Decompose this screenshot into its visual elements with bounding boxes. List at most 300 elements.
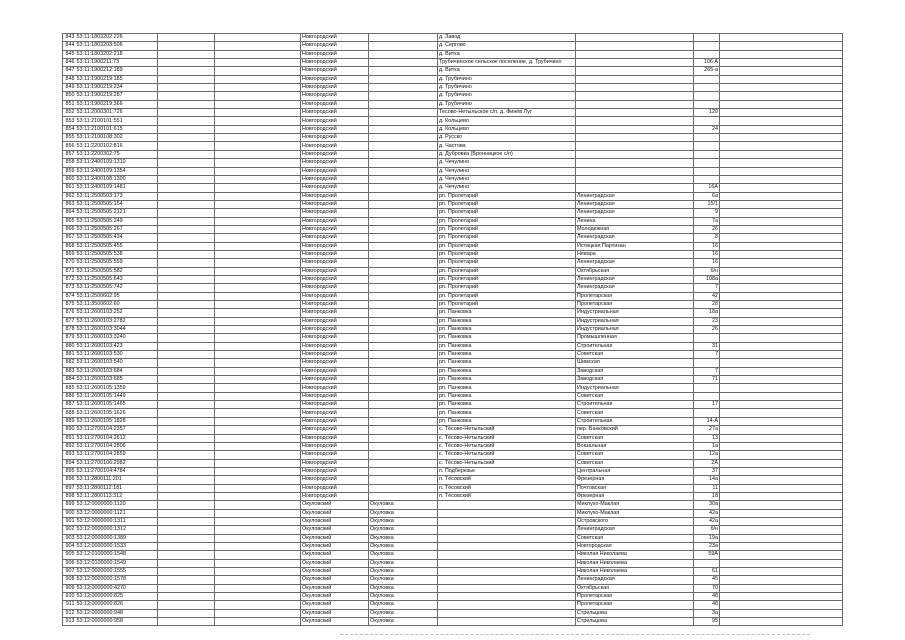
col-empty-2-cell	[215, 100, 301, 108]
district-cell: Новгородский	[301, 225, 369, 233]
settlement-cell: Окуловка	[369, 609, 438, 617]
row-number-cell: 890	[63, 426, 76, 434]
col-empty-2-cell	[215, 417, 301, 425]
cadastral-number-cell: 53:11:2100101:615	[76, 125, 158, 133]
settlement-cell	[369, 359, 438, 367]
district-cell: Новгородский	[301, 234, 369, 242]
cadastral-number-cell: 53:11:2700104:2806	[76, 442, 158, 450]
house-cell	[694, 34, 720, 42]
settlement-cell	[369, 75, 438, 83]
col-empty-1-cell	[158, 42, 215, 50]
district-cell: Новгородский	[301, 492, 369, 500]
street-cell: Заводская	[576, 367, 694, 375]
settlement-cell	[369, 284, 438, 292]
street-cell	[576, 134, 694, 142]
col-empty-1-cell	[158, 109, 215, 117]
col-empty-3-cell	[720, 42, 843, 50]
col-empty-3-cell	[720, 284, 843, 292]
settlement-cell	[369, 142, 438, 150]
district-cell: Окуловский	[301, 534, 369, 542]
col-empty-3-cell	[720, 451, 843, 459]
row-number-cell: 905	[63, 551, 76, 559]
table-row	[63, 367, 843, 375]
house-cell: 7а	[694, 217, 720, 225]
settlement-cell: Окуловка	[369, 551, 438, 559]
col-empty-3-cell	[720, 259, 843, 267]
district-cell: Окуловский	[301, 509, 369, 517]
settlement-cell	[369, 67, 438, 75]
table-row	[63, 159, 843, 167]
col-empty-3-cell	[720, 75, 843, 83]
street-cell: Индустриальная	[576, 384, 694, 392]
table-row	[63, 401, 843, 409]
col-empty-3-cell	[720, 267, 843, 275]
col-empty-2-cell	[215, 359, 301, 367]
col-empty-3-cell	[720, 467, 843, 475]
street-cell: Стрельцова	[576, 618, 694, 626]
col-empty-2-cell	[215, 459, 301, 467]
col-empty-1-cell	[158, 84, 215, 92]
settlement-cell: Окуловка	[369, 542, 438, 550]
table-row	[63, 576, 843, 584]
house-cell	[694, 409, 720, 417]
locality-cell: д. Витка	[438, 50, 576, 58]
settlement-cell: Окуловка	[369, 576, 438, 584]
row-number-cell: 893	[63, 451, 76, 459]
house-cell: 14-А	[694, 417, 720, 425]
table-row	[63, 50, 843, 58]
col-empty-1-cell	[158, 184, 215, 192]
locality-cell: рп. Пролетарий	[438, 275, 576, 283]
cadastral-number-cell: 53:11:2600103:2782	[76, 317, 158, 325]
col-empty-1-cell	[158, 551, 215, 559]
locality-cell	[438, 609, 576, 617]
cadastral-number-cell: 53:11:2500505:455	[76, 242, 158, 250]
table-row	[63, 601, 843, 609]
district-cell: Новгородский	[301, 284, 369, 292]
street-cell: Истицкая Партизан	[576, 242, 694, 250]
col-empty-1-cell	[158, 376, 215, 384]
locality-cell	[438, 551, 576, 559]
row-number-cell: 895	[63, 467, 76, 475]
locality-cell: рп. Пролетарий	[438, 259, 576, 267]
street-cell	[576, 50, 694, 58]
settlement-cell	[369, 409, 438, 417]
col-empty-2-cell	[215, 376, 301, 384]
locality-cell: рп. Пролетарий	[438, 225, 576, 233]
col-empty-3-cell	[720, 509, 843, 517]
col-empty-1-cell	[158, 467, 215, 475]
settlement-cell	[369, 451, 438, 459]
col-empty-1-cell	[158, 509, 215, 517]
locality-cell	[438, 501, 576, 509]
cadastral-number-cell: 53:11:1900219:366	[76, 100, 158, 108]
district-cell: Новгородский	[301, 42, 369, 50]
locality-cell: Трубичинское сельское поселение, д. Трубичино	[438, 59, 576, 67]
district-cell: Новгородский	[301, 259, 369, 267]
col-empty-1-cell	[158, 442, 215, 450]
district-cell: Новгородский	[301, 67, 369, 75]
settlement-cell	[369, 167, 438, 175]
cadastral-number-cell: 53:11:2600103:3044	[76, 326, 158, 334]
col-empty-3-cell	[720, 200, 843, 208]
house-cell: 265-а	[694, 67, 720, 75]
locality-cell: с. Тёсово-Нетыльский	[438, 434, 576, 442]
col-empty-2-cell	[215, 292, 301, 300]
col-empty-3-cell	[720, 401, 843, 409]
locality-cell	[438, 526, 576, 534]
cadastral-number-cell: 53:11:2600105:1449	[76, 392, 158, 400]
house-cell: 16А	[694, 184, 720, 192]
col-empty-2-cell	[215, 618, 301, 626]
row-number-cell: 876	[63, 309, 76, 317]
row-number-cell: 872	[63, 275, 76, 283]
col-empty-2-cell	[215, 568, 301, 576]
street-cell	[576, 100, 694, 108]
house-cell	[694, 100, 720, 108]
cadastral-number-cell: 53:11:2700104:2612	[76, 434, 158, 442]
row-number-cell: 911	[63, 601, 76, 609]
district-cell: Новгородский	[301, 275, 369, 283]
row-number-cell: 891	[63, 434, 76, 442]
street-cell: Новгородская	[576, 542, 694, 550]
locality-cell: д. Завод	[438, 34, 576, 42]
cadastral-number-cell: 53:11:2400109:1310	[76, 159, 158, 167]
table-row	[63, 551, 843, 559]
col-empty-2-cell	[215, 326, 301, 334]
table-row	[63, 217, 843, 225]
cadastral-number-cell: 53:11:2100101:551	[76, 117, 158, 125]
locality-cell	[438, 601, 576, 609]
col-empty-3-cell	[720, 526, 843, 534]
settlement-cell	[369, 59, 438, 67]
table-row	[63, 267, 843, 275]
district-cell: Новгородский	[301, 117, 369, 125]
row-number-cell: 866	[63, 225, 76, 233]
district-cell: Новгородский	[301, 200, 369, 208]
col-empty-2-cell	[215, 426, 301, 434]
settlement-cell	[369, 467, 438, 475]
district-cell: Новгородский	[301, 167, 369, 175]
col-empty-1-cell	[158, 192, 215, 200]
settlement-cell	[369, 34, 438, 42]
table-row	[63, 192, 843, 200]
settlement-cell: Окуловка	[369, 517, 438, 525]
house-cell: 7	[694, 367, 720, 375]
col-empty-3-cell	[720, 476, 843, 484]
cadastral-number-cell: 53:12:0000000:958	[76, 618, 158, 626]
table-row	[63, 426, 843, 434]
col-empty-1-cell	[158, 401, 215, 409]
street-cell	[576, 125, 694, 133]
settlement-cell	[369, 200, 438, 208]
col-empty-1-cell	[158, 167, 215, 175]
locality-cell: рп. Панковка	[438, 392, 576, 400]
house-cell: 45	[694, 576, 720, 584]
street-cell: Советская	[576, 434, 694, 442]
col-empty-1-cell	[158, 117, 215, 125]
row-number-cell: 861	[63, 184, 76, 192]
settlement-cell	[369, 484, 438, 492]
table-row	[63, 167, 843, 175]
row-number-cell: 883	[63, 367, 76, 375]
row-number-cell: 878	[63, 326, 76, 334]
table-row	[63, 150, 843, 158]
district-cell: Окуловский	[301, 609, 369, 617]
row-number-cell: 843	[63, 34, 76, 42]
table-row	[63, 317, 843, 325]
col-empty-1-cell	[158, 593, 215, 601]
district-cell: Окуловский	[301, 568, 369, 576]
locality-cell: д. Кольцево	[438, 117, 576, 125]
cadastral-number-cell: 53:11:2600105:1626	[76, 409, 158, 417]
col-empty-1-cell	[158, 200, 215, 208]
cadastral-number-cell: 53:11:2200102:816	[76, 142, 158, 150]
col-empty-2-cell	[215, 275, 301, 283]
col-empty-2-cell	[215, 409, 301, 417]
house-cell	[694, 50, 720, 58]
settlement-cell	[369, 50, 438, 58]
house-cell	[694, 75, 720, 83]
locality-cell: д. Трубичино	[438, 100, 576, 108]
col-empty-1-cell	[158, 317, 215, 325]
locality-cell	[438, 584, 576, 592]
col-empty-3-cell	[720, 292, 843, 300]
table-row	[63, 175, 843, 183]
table-row	[63, 467, 843, 475]
col-empty-2-cell	[215, 167, 301, 175]
table-row	[63, 309, 843, 317]
row-number-cell: 898	[63, 492, 76, 500]
table-row	[63, 451, 843, 459]
col-empty-1-cell	[158, 259, 215, 267]
cadastral-number-cell: 53:11:2400109:1354	[76, 167, 158, 175]
locality-cell: с. Тёсово-Нетыльский	[438, 459, 576, 467]
locality-cell: рп. Пролетарий	[438, 267, 576, 275]
locality-cell	[438, 593, 576, 601]
row-number-cell: 906	[63, 559, 76, 567]
col-empty-3-cell	[720, 593, 843, 601]
col-empty-3-cell	[720, 309, 843, 317]
house-cell: 19а	[694, 534, 720, 542]
table-row	[63, 618, 843, 626]
col-empty-3-cell	[720, 275, 843, 283]
table-row	[63, 326, 843, 334]
row-number-cell: 884	[63, 376, 76, 384]
table-row	[63, 392, 843, 400]
house-cell: 3а	[694, 609, 720, 617]
col-empty-2-cell	[215, 392, 301, 400]
locality-cell	[438, 542, 576, 550]
street-cell: Заводская	[576, 376, 694, 384]
col-empty-3-cell	[720, 67, 843, 75]
col-empty-2-cell	[215, 259, 301, 267]
cadastral-number-cell: 53:12:0100000:1549	[76, 559, 158, 567]
row-number-cell: 904	[63, 542, 76, 550]
row-number-cell: 851	[63, 100, 76, 108]
district-cell: Новгородский	[301, 100, 369, 108]
col-empty-1-cell	[158, 100, 215, 108]
col-empty-3-cell	[720, 92, 843, 100]
house-cell: б/н	[694, 526, 720, 534]
cadastral-number-cell: 53:11:2400109:1481	[76, 184, 158, 192]
col-empty-3-cell	[720, 217, 843, 225]
col-empty-1-cell	[158, 217, 215, 225]
row-number-cell: 909	[63, 584, 76, 592]
col-empty-3-cell	[720, 434, 843, 442]
row-number-cell: 903	[63, 534, 76, 542]
settlement-cell	[369, 175, 438, 183]
col-empty-1-cell	[158, 451, 215, 459]
row-number-cell: 888	[63, 409, 76, 417]
row-number-cell: 858	[63, 159, 76, 167]
col-empty-3-cell	[720, 109, 843, 117]
locality-cell: д. Трубичино	[438, 75, 576, 83]
house-cell: 9	[694, 209, 720, 217]
table-row	[63, 484, 843, 492]
street-cell: Октябрьская	[576, 267, 694, 275]
row-number-cell: 875	[63, 301, 76, 309]
col-empty-1-cell	[158, 67, 215, 75]
row-number-cell: 902	[63, 526, 76, 534]
settlement-cell	[369, 242, 438, 250]
house-cell: 42а	[694, 509, 720, 517]
col-empty-2-cell	[215, 242, 301, 250]
settlement-cell	[369, 217, 438, 225]
col-empty-3-cell	[720, 184, 843, 192]
house-cell	[694, 150, 720, 158]
district-cell: Окуловский	[301, 551, 369, 559]
col-empty-2-cell	[215, 109, 301, 117]
col-empty-1-cell	[158, 142, 215, 150]
col-empty-3-cell	[720, 409, 843, 417]
col-empty-3-cell	[720, 376, 843, 384]
col-empty-1-cell	[158, 275, 215, 283]
district-cell: Новгородский	[301, 467, 369, 475]
col-empty-3-cell	[720, 234, 843, 242]
street-cell: Николая Николаева	[576, 559, 694, 567]
locality-cell: рп. Пролетарий	[438, 284, 576, 292]
street-cell: Строительная	[576, 417, 694, 425]
col-empty-2-cell	[215, 401, 301, 409]
table-body	[63, 34, 843, 626]
col-empty-2-cell	[215, 192, 301, 200]
row-number-cell: 908	[63, 576, 76, 584]
col-empty-2-cell	[215, 484, 301, 492]
col-empty-1-cell	[158, 209, 215, 217]
col-empty-2-cell	[215, 576, 301, 584]
cadastral-number-cell: 53:11:2500505:267	[76, 225, 158, 233]
col-empty-1-cell	[158, 409, 215, 417]
cadastral-number-cell: 53:11:1900212:189	[76, 67, 158, 75]
col-empty-3-cell	[720, 501, 843, 509]
street-cell: Пролетарская	[576, 593, 694, 601]
col-empty-2-cell	[215, 150, 301, 158]
col-empty-3-cell	[720, 209, 843, 217]
settlement-cell	[369, 392, 438, 400]
col-empty-2-cell	[215, 584, 301, 592]
street-cell: Ленина	[576, 217, 694, 225]
col-empty-3-cell	[720, 159, 843, 167]
locality-cell: рп. Пролетарий	[438, 301, 576, 309]
row-number-cell: 853	[63, 117, 76, 125]
street-cell: Николая Николаева	[576, 551, 694, 559]
house-cell: 16	[694, 242, 720, 250]
settlement-cell	[369, 109, 438, 117]
table-row	[63, 100, 843, 108]
district-cell: Новгородский	[301, 442, 369, 450]
locality-cell	[438, 559, 576, 567]
settlement-cell	[369, 275, 438, 283]
house-cell: б/н	[694, 267, 720, 275]
table-row	[63, 142, 843, 150]
house-cell: 6а	[694, 192, 720, 200]
settlement-cell: Окуловка	[369, 601, 438, 609]
house-cell: 16	[694, 259, 720, 267]
street-cell: Почтовская	[576, 484, 694, 492]
cadastral-number-cell: 53:11:2500505:2121	[76, 209, 158, 217]
col-empty-2-cell	[215, 117, 301, 125]
settlement-cell	[369, 434, 438, 442]
locality-cell: д. Трубичино	[438, 84, 576, 92]
table-row	[63, 134, 843, 142]
cadastral-number-cell: 53:11:1803202:218	[76, 50, 158, 58]
cadastral-number-cell: 53:11:2600105:1465	[76, 401, 158, 409]
row-number-cell: 854	[63, 125, 76, 133]
col-empty-2-cell	[215, 309, 301, 317]
col-empty-2-cell	[215, 492, 301, 500]
district-cell: Новгородский	[301, 317, 369, 325]
district-cell: Окуловский	[301, 601, 369, 609]
district-cell: Новгородский	[301, 134, 369, 142]
cadastral-number-cell: 53:11:1803202:226	[76, 34, 158, 42]
cadastral-number-cell: 53:11:2500505:434	[76, 234, 158, 242]
col-empty-1-cell	[158, 234, 215, 242]
cadastral-number-cell: 53:11:1900219:185	[76, 75, 158, 83]
house-cell: 15/1	[694, 200, 720, 208]
table-row	[63, 42, 843, 50]
settlement-cell	[369, 492, 438, 500]
table-row	[63, 334, 843, 342]
locality-cell: рп. Панковка	[438, 384, 576, 392]
table-row	[63, 517, 843, 525]
settlement-cell	[369, 134, 438, 142]
street-cell: Советская	[576, 351, 694, 359]
district-cell: Новгородский	[301, 242, 369, 250]
district-cell: Новгородский	[301, 409, 369, 417]
settlement-cell	[369, 117, 438, 125]
table-row	[63, 59, 843, 67]
row-number-cell: 844	[63, 42, 76, 50]
district-cell: Новгородский	[301, 75, 369, 83]
col-empty-1-cell	[158, 334, 215, 342]
col-empty-1-cell	[158, 159, 215, 167]
street-cell: Строительная	[576, 401, 694, 409]
col-empty-2-cell	[215, 442, 301, 450]
street-cell: Октябрьская	[576, 584, 694, 592]
cadastral-number-cell: 53:12:0000000:4270	[76, 584, 158, 592]
cadastral-number-cell: 53:12:0000000:1312	[76, 526, 158, 534]
district-cell: Новгородский	[301, 50, 369, 58]
table-row	[63, 209, 843, 217]
row-number-cell: 877	[63, 317, 76, 325]
col-empty-1-cell	[158, 584, 215, 592]
row-number-cell: 896	[63, 476, 76, 484]
district-cell: Новгородский	[301, 217, 369, 225]
table-row	[63, 593, 843, 601]
row-number-cell: 907	[63, 568, 76, 576]
row-number-cell: 912	[63, 609, 76, 617]
